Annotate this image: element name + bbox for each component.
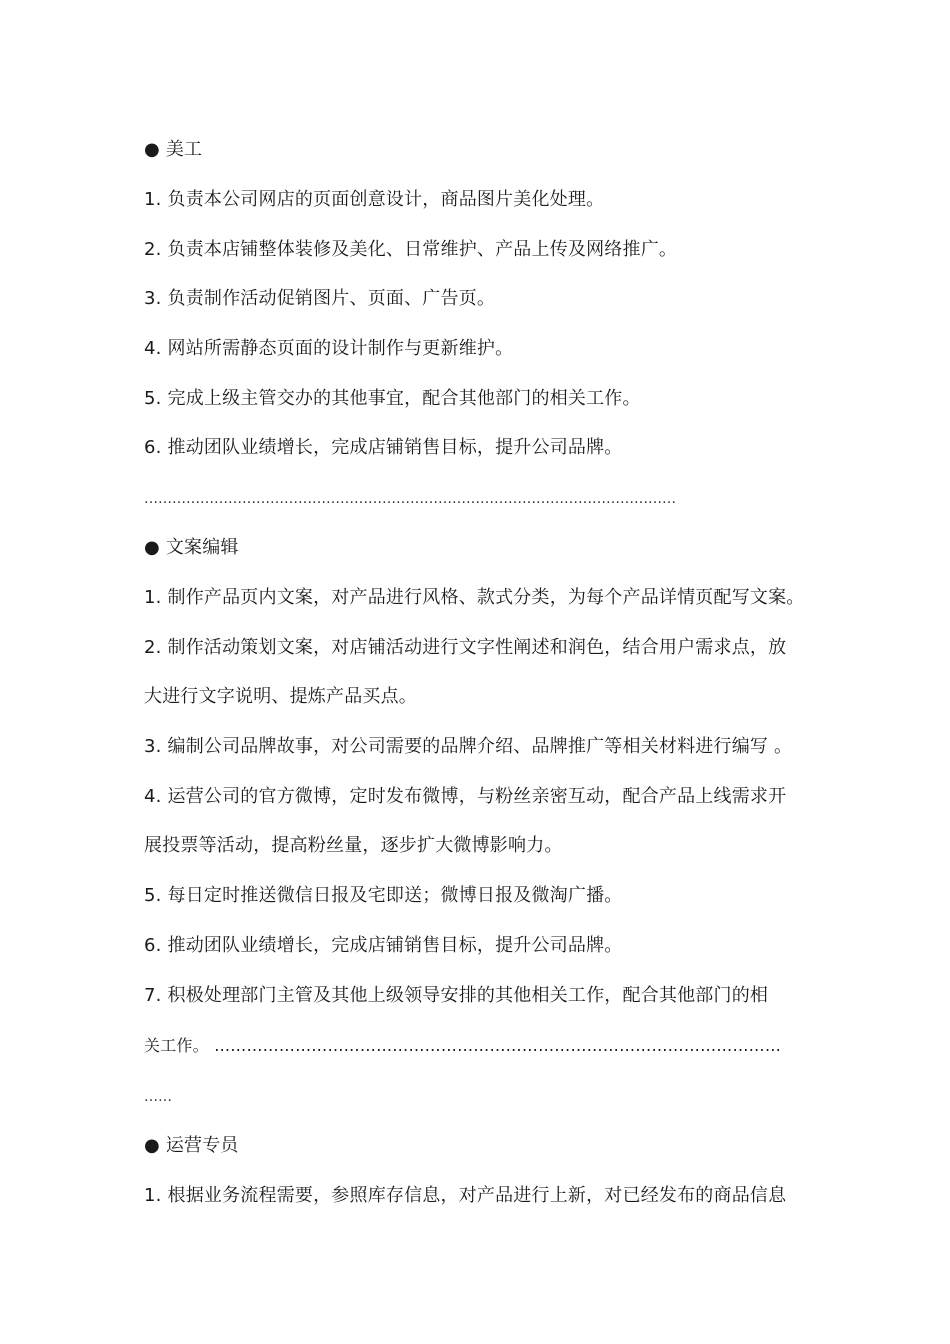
dotted-separator: ……………………………………………………………………………………………………: [144, 491, 676, 507]
list-item: 4. 运营公司的官方微博，定时发布微博，与粉丝亲密互动，配合产品上线需求开: [144, 786, 787, 807]
list-item: 6. 推动团队业绩增长，完成店铺销售目标，提升公司品牌。: [144, 437, 623, 458]
list-item: 5. 完成上级主管交办的其他事宜，配合其他部门的相关工作。: [144, 388, 641, 409]
list-item: 2. 制作活动策划文案，对店铺活动进行文字性阐述和润色，结合用户需求点，放: [144, 637, 787, 658]
list-item: 7. 积极处理部门主管及其他上级领导安排的其他相关工作，配合其他部门的相: [144, 985, 769, 1006]
list-item: 3. 负责制作活动促销图片、页面、广告页。: [144, 288, 496, 309]
list-item-continuation: 大进行文字说明、提炼产品买点。: [144, 686, 417, 707]
section-heading-copywriting: ● 文案编辑: [144, 537, 239, 558]
list-item-continuation: 关工作。 ……………………………………………………………………………………………: [144, 1036, 782, 1055]
list-item: 1. 制作产品页内文案，对产品进行风格、款式分类，为每个产品详情页配写文案。: [144, 587, 805, 608]
list-item: 4. 网站所需静态页面的设计制作与更新维护。: [144, 338, 514, 359]
section-heading-operations: ● 运营专员: [144, 1135, 239, 1156]
list-item: 3. 编制公司品牌故事，对公司需要的品牌介绍、品牌推广等相关材料进行编写 。: [144, 736, 793, 757]
section-heading-art: ● 美工: [144, 139, 203, 160]
list-item-continuation: 展投票等活动，提高粉丝量，逐步扩大微博影响力。: [144, 835, 563, 856]
list-item: 6. 推动团队业绩增长，完成店铺销售目标，提升公司品牌。: [144, 935, 623, 956]
list-item: 2. 负责本店铺整体装修及美化、日常维护、产品上传及网络推广。: [144, 239, 678, 260]
list-item: 5. 每日定时推送微信日报及宅即送；微博日报及微淘广播。: [144, 885, 623, 906]
list-item: 1. 负责本公司网店的页面创意设计，商品图片美化处理。: [144, 189, 605, 210]
dotted-separator: ……: [144, 1089, 172, 1105]
list-item: 1. 根据业务流程需要，参照库存信息，对产品进行上新，对已经发布的商品信息: [144, 1185, 787, 1206]
